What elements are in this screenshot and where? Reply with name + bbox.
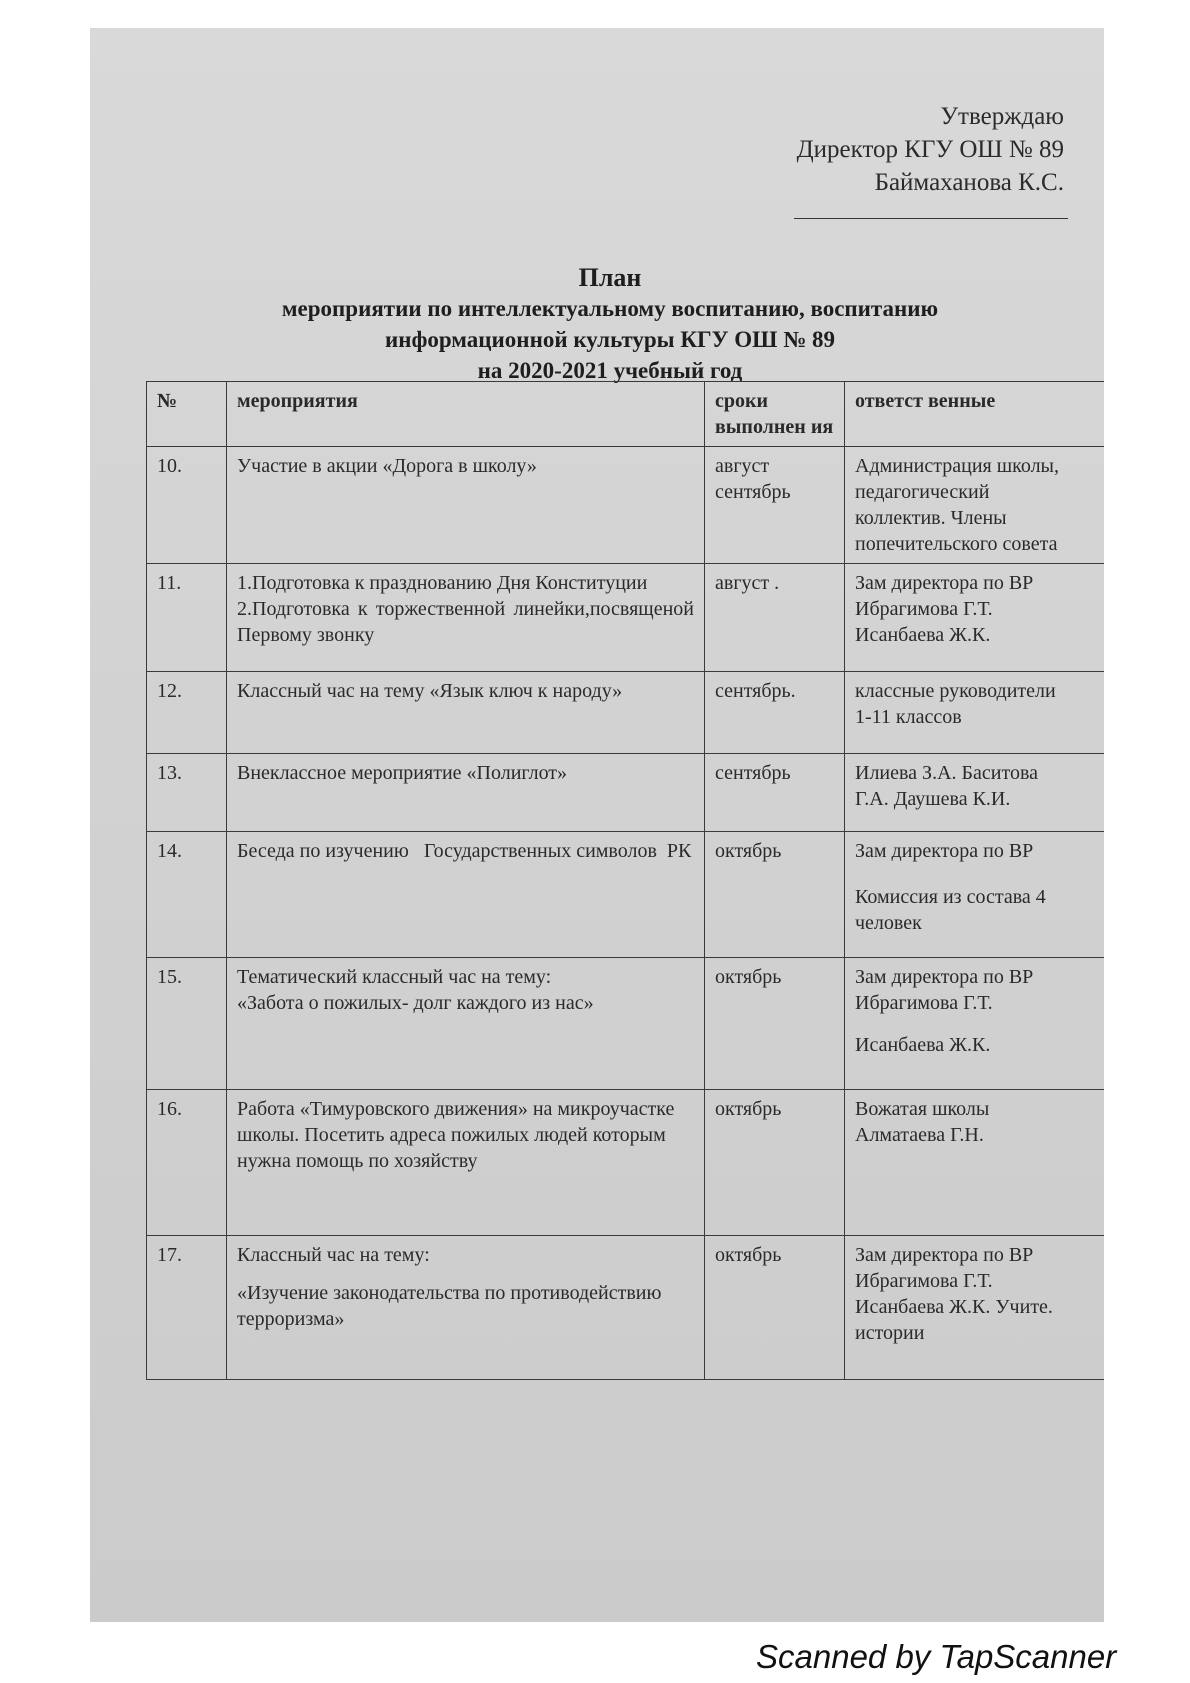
responsible-line: Исанбаева Ж.К. Учите. [855, 1296, 1053, 1318]
responsible-line: Вожатая школы [855, 1098, 990, 1120]
term-line: август [715, 455, 770, 477]
responsible-line: Илиева З.А. Баситова [855, 762, 1038, 784]
responsible-line: Зам директора по ВР [855, 1244, 1034, 1266]
event-line: «Изучение законодательства по противодействию терроризма» [237, 1282, 662, 1330]
row-responsible [845, 447, 1105, 564]
table-row [147, 672, 1105, 754]
table-row [147, 1090, 1105, 1236]
approval-word: Утверждаю [940, 103, 1064, 130]
row-event [227, 447, 705, 564]
term-line: октябрь [715, 966, 782, 988]
row-responsible [845, 832, 1105, 958]
table-row [147, 447, 1105, 564]
row-number: 13. [147, 754, 227, 832]
row-event [227, 1090, 705, 1236]
responsible-line: Администрация школы, [855, 455, 1059, 477]
responsible-line: коллектив. Члены [855, 507, 1007, 529]
row-number: 15. [147, 958, 227, 1090]
responsible-line: Зам директора по ВР [855, 966, 1034, 988]
responsible-line: педагогический [855, 481, 990, 503]
responsible-line: Ибрагимова Г.Т. [855, 1270, 993, 1292]
responsible-line: человек [855, 912, 922, 934]
row-term [705, 447, 845, 564]
term-line: октябрь [715, 840, 782, 862]
responsible-line: Исанбаева Ж.К. [855, 1034, 991, 1056]
row-number: 12. [147, 672, 227, 754]
event-line: Внеклассное мероприятие «Полиглот» [237, 762, 568, 784]
title-main: План [578, 263, 642, 292]
responsible-line: Исанбаева Ж.К. [855, 624, 991, 646]
term-line: сентябрь. [715, 680, 796, 702]
row-responsible [845, 1236, 1105, 1380]
row-responsible [845, 564, 1105, 672]
event-line: 1.Подготовка к празднованию Дня Конституции [237, 572, 648, 594]
responsible-line: Г.А. Даушева К.И. [855, 788, 1011, 810]
table-header-row [147, 382, 1105, 447]
row-term [705, 1236, 845, 1380]
event-line: Классный час на тему «Язык ключ к народу» [237, 680, 623, 702]
table-row [147, 564, 1105, 672]
responsible-line: Зам директора по ВР [855, 572, 1034, 594]
event-line: Работа «Тимуровского движения» на микроучастке школы. Посетить адреса пожилых людей которым нужна помощь по хозяйству [237, 1098, 675, 1172]
document-title [160, 262, 1060, 386]
row-number: 17. [147, 1236, 227, 1380]
responsible-line: попечительского совета [855, 533, 1058, 555]
approval-block [797, 100, 1064, 199]
term-line: сентябрь [715, 481, 791, 503]
responsible-line: Комиссия из состава 4 [855, 886, 1046, 908]
row-term [705, 564, 845, 672]
term-line: октябрь [715, 1098, 782, 1120]
scanner-watermark: Scanned by TapScanner [756, 1638, 1117, 1675]
row-term [705, 754, 845, 832]
row-responsible [845, 672, 1105, 754]
event-line: Классный час на тему: [237, 1244, 430, 1266]
term-line: сентябрь [715, 762, 791, 784]
row-number: 16. [147, 1090, 227, 1236]
responsible-line: Ибрагимова Г.Т. [855, 992, 993, 1014]
row-number: 10. [147, 447, 227, 564]
header-number: № [147, 382, 227, 447]
row-responsible [845, 958, 1105, 1090]
row-responsible [845, 754, 1105, 832]
row-term [705, 958, 845, 1090]
responsible-line: Зам директора по ВР [855, 840, 1034, 862]
event-line: Беседа по изучению Государственных символов РК [237, 840, 692, 862]
row-responsible [845, 1090, 1105, 1236]
responsible-line: классные руководители [855, 680, 1056, 702]
title-line-4: на 2020-2021 учебный год [477, 358, 743, 383]
event-line: «Забота о пожилых- долг каждого из нас» [237, 992, 594, 1014]
row-number: 11. [147, 564, 227, 672]
table-row [147, 754, 1105, 832]
header-term: сроки выполнен ия [705, 382, 845, 447]
table-row [147, 1236, 1105, 1380]
table-row [147, 958, 1105, 1090]
responsible-line: Ибрагимова Г.Т. [855, 598, 993, 620]
responsible-line: Алматаева Г.Н. [855, 1124, 984, 1146]
row-term [705, 832, 845, 958]
event-line: Участие в акции «Дорога в школу» [237, 455, 537, 477]
header-responsible: ответст венные [845, 382, 1105, 447]
table-row [147, 832, 1105, 958]
event-line: Тематический классный час на тему: [237, 966, 552, 988]
plan-table [146, 381, 1104, 1380]
title-line-3: информационной культуры КГУ ОШ № 89 [384, 327, 836, 352]
signature-line [794, 218, 1068, 219]
scanned-page [90, 28, 1104, 1622]
approval-position: Директор КГУ ОШ № 89 [796, 136, 1064, 163]
row-event [227, 1236, 705, 1380]
row-event [227, 958, 705, 1090]
term-line: август . [715, 572, 780, 594]
row-term [705, 672, 845, 754]
row-event [227, 672, 705, 754]
row-number: 14. [147, 832, 227, 958]
approval-name: Баймаханова К.С. [874, 169, 1064, 196]
row-event [227, 754, 705, 832]
responsible-line: 1-11 классов [855, 706, 962, 728]
row-event [227, 564, 705, 672]
header-event: мероприятия [227, 382, 705, 447]
row-event [227, 832, 705, 958]
term-line: октябрь [715, 1244, 782, 1266]
row-term [705, 1090, 845, 1236]
title-line-2: мероприятии по интеллектуальному воспитанию, воспитанию [281, 296, 939, 321]
responsible-line: истории [855, 1322, 925, 1344]
event-line: 2.Подготовка к торжественной линейки,посвященой Первому звонку [237, 598, 694, 646]
